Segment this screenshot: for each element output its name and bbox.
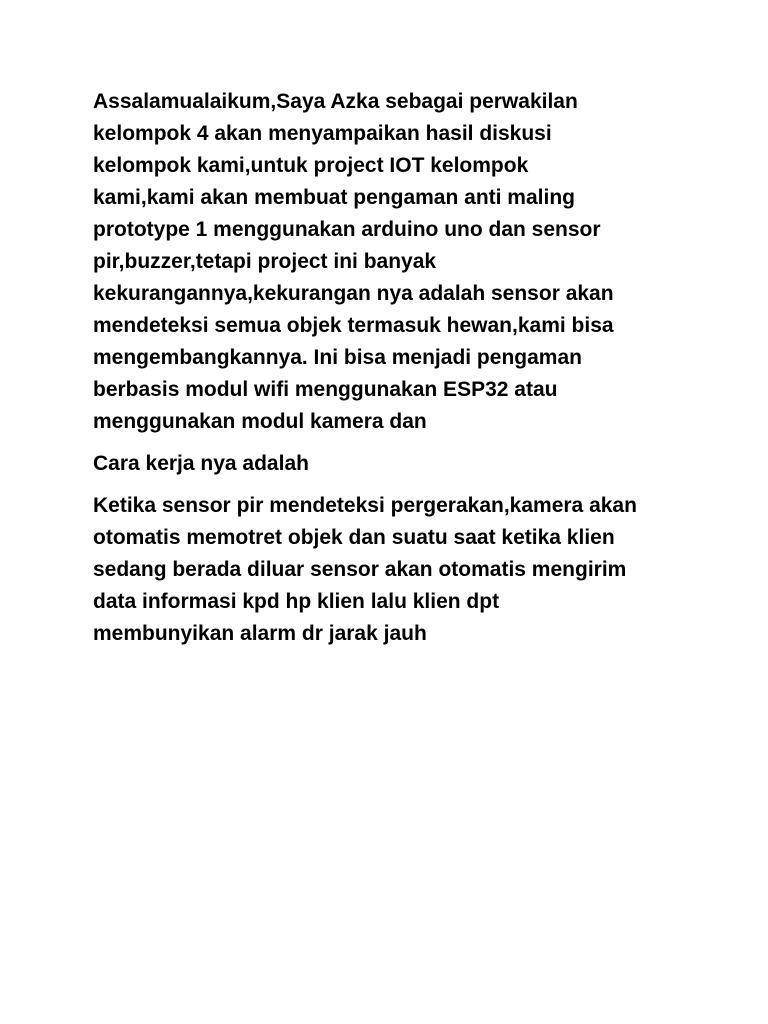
paragraph-heading: Cara kerja nya adalah bbox=[93, 452, 309, 475]
paragraph-explanation: Ketika sensor pir mendeteksi pergerakan,kamera akan otomatis memotret objek dan suatu saat ketika klien sedang berada diluar sensor akan otomatis mengirim data informasi kpd hp klien lalu klien dpt membunyikan alarm dr jarak jauh bbox=[93, 494, 637, 645]
document-body bbox=[93, 86, 733, 660]
paragraph-intro: Assalamualaikum,Saya Azka sebagai perwakilan kelompok 4 akan menyampaikan hasil diskusi kelompok kami,untuk project IOT kelompok kami,kami akan membuat pengaman anti maling prototype 1 menggunakan arduino uno dan sensor pir,buzzer,tetapi project ini banyak kekurangannya,kekurangan nya adalah sensor akan mendeteksi semua objek termasuk hewan,kami bisa mengembangkannya. Ini bisa menjadi pengaman berbasis modul wifi menggunakan ESP32 atau menggunakan modul kamera dan bbox=[93, 90, 614, 433]
